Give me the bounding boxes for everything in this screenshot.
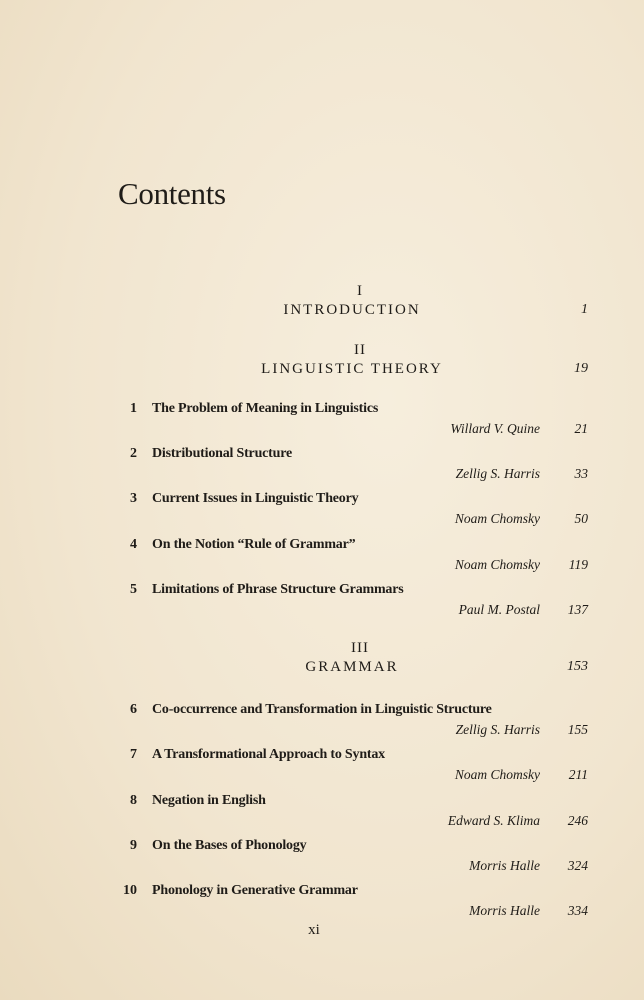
part-numeral: II: [354, 342, 366, 358]
part-title: LINGUISTIC THEORY: [261, 361, 443, 377]
part-page-number: 153: [567, 659, 588, 674]
page-folio: xi: [308, 922, 320, 938]
chapter-author: Noam Chomsky: [454, 767, 540, 782]
part-page-number: 19: [574, 361, 588, 376]
chapter-page-number: 246: [567, 813, 588, 828]
chapter-number: 10: [123, 883, 137, 898]
toc-entry: [0, 838, 644, 882]
chapter-number: 4: [130, 537, 137, 552]
toc-entry: [0, 747, 644, 791]
part-heading: [0, 302, 644, 322]
chapter-title: On the Bases of Phonology: [152, 838, 307, 853]
toc-entry: [0, 702, 644, 746]
chapter-page-number: 119: [568, 557, 588, 572]
chapter-title: The Problem of Meaning in Linguistics: [152, 401, 379, 416]
chapter-author: Morris Halle: [469, 903, 540, 918]
part-title: GRAMMAR: [305, 659, 399, 675]
chapter-page-number: 50: [574, 511, 588, 526]
chapter-page-number: 334: [567, 903, 588, 918]
chapter-author: Noam Chomsky: [454, 511, 540, 526]
chapter-number: 3: [130, 491, 137, 506]
chapter-title: Co-occurrence and Transformation in Linguistic Structure: [152, 702, 492, 717]
chapter-number: 7: [130, 747, 137, 762]
chapter-number: 8: [130, 793, 137, 808]
chapter-title: Phonology in Generative Grammar: [152, 883, 358, 898]
chapter-number: 1: [130, 401, 137, 416]
chapter-author: Noam Chomsky: [454, 557, 540, 572]
chapter-number: 5: [130, 582, 137, 597]
chapter-author: Zellig S. Harris: [455, 722, 540, 737]
part-numeral: I: [357, 283, 363, 299]
toc-entry: [0, 401, 644, 445]
toc-entry: [0, 491, 644, 535]
toc-entry: [0, 582, 644, 626]
chapter-page-number: 21: [574, 421, 588, 436]
chapter-number: 6: [130, 702, 137, 717]
chapter-title: On the Notion “Rule of Grammar”: [152, 537, 356, 552]
chapter-page-number: 155: [567, 722, 588, 737]
chapter-author: Willard V. Quine: [450, 421, 540, 436]
chapter-title: Distributional Structure: [152, 446, 292, 461]
chapter-page-number: 324: [567, 858, 588, 873]
chapter-page-number: 137: [567, 602, 588, 617]
chapter-page-number: 211: [568, 767, 588, 782]
chapter-author: Zellig S. Harris: [455, 466, 540, 481]
part-title: INTRODUCTION: [283, 302, 421, 318]
toc-entry: [0, 446, 644, 490]
chapter-number: 9: [130, 838, 137, 853]
toc-entry: [0, 537, 644, 581]
chapter-title: A Transformational Approach to Syntax: [152, 747, 385, 762]
toc-entry: [0, 793, 644, 837]
part-numeral: III: [351, 640, 369, 656]
toc-entry: [0, 883, 644, 927]
chapter-author: Morris Halle: [469, 858, 540, 873]
part-heading: [0, 659, 644, 679]
chapter-title: Limitations of Phrase Structure Grammars: [152, 582, 404, 597]
chapter-author: Edward S. Klima: [447, 813, 540, 828]
page-title: Contents: [118, 176, 226, 211]
chapter-title: Current Issues in Linguistic Theory: [152, 491, 359, 506]
chapter-title: Negation in English: [152, 793, 266, 808]
part-heading: [0, 361, 644, 381]
chapter-page-number: 33: [574, 466, 588, 481]
part-page-number: 1: [581, 302, 588, 317]
chapter-author: Paul M. Postal: [458, 602, 540, 617]
chapter-number: 2: [130, 446, 137, 461]
